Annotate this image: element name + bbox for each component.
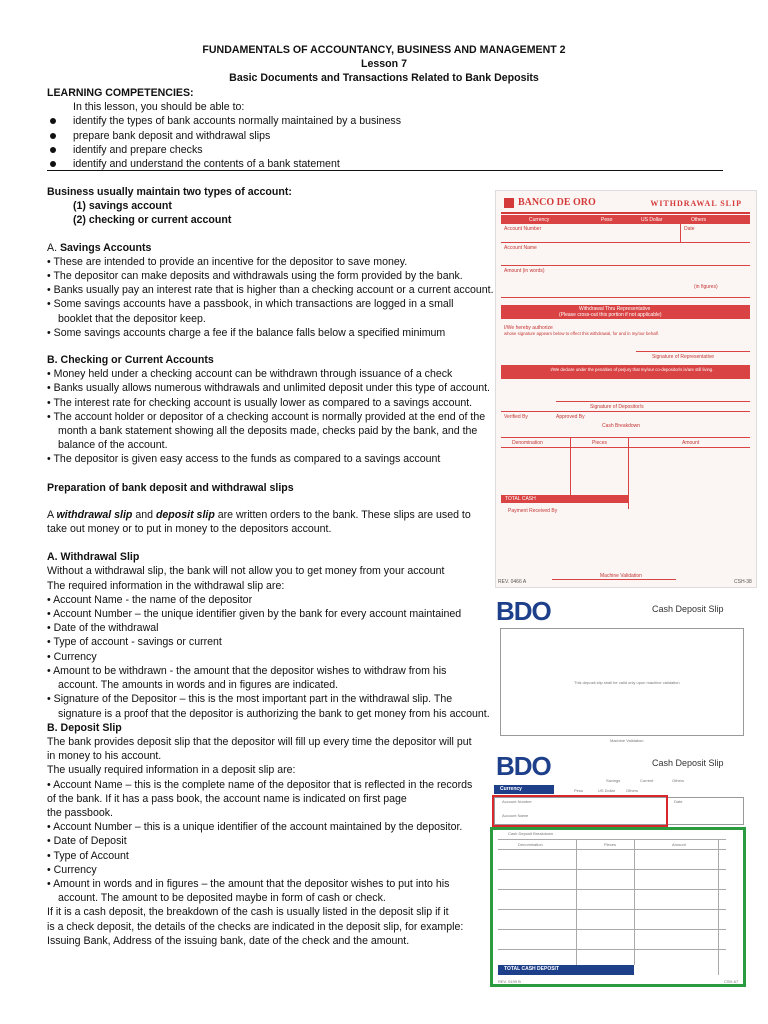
savings-bullet: • Banks usually pay an interest rate that is higher than a checking account or a current account. [47,284,494,297]
others2-option: Others [626,788,639,793]
checking-bullet: • The depositor is given easy access to the funds as compared to a savings account [47,453,441,466]
bdo-logo-icon [504,198,514,208]
withdrawal-line: signature is a proof that the depositor is authorizing the bank to get money from his account. [58,707,490,720]
withdrawal-line: • Account Number – the unique identifier given by the bank for every account maintained [47,608,462,621]
others-option: Others [672,778,685,783]
revision-code: REV. 0466 A [498,579,527,585]
date-label: Date [674,799,683,804]
savings-bullet-cont: booklet that the depositor keep. [58,312,206,325]
currency-label: Currency [500,786,522,792]
account-name-label: Account Name [502,813,529,818]
bank-name: BANCO DE ORO [518,197,596,208]
withdrawal-line: Without a withdrawal slip, the bank will not allow you to get money from your account [47,565,445,578]
authorize-text: whose signature appears below to effect this withdrawal, for and in my/our behalf. [504,331,659,336]
payment-received-label: Payment Received By [508,508,558,514]
preparation-heading: Preparation of bank deposit and withdrawal slips [47,481,294,494]
competency-item: identify and understand the contents of a bank statement [47,157,727,171]
checking-bullet: • Money held under a checking account can be withdrawn through issuance of a check [47,368,453,381]
verified-label: Verified By [504,414,528,420]
text-span: and [132,508,156,521]
withdrawal-line: • Date of the withdrawal [47,622,159,635]
preparation-paragraph [47,508,495,522]
denomination-header: Denomination [518,842,543,847]
currency-bar [501,215,750,224]
divider [501,297,750,298]
deposit-slip-image-top [492,592,757,742]
in-figures-label: (in figures) [694,284,718,290]
thru-rep-bar [501,305,750,319]
form-code: CSH-38 [734,579,752,585]
checking-bullet-cont: balance of the account. [58,439,168,452]
divider [501,265,750,266]
learning-competencies [47,86,727,171]
text-span: A [47,508,57,521]
bdo-logo: BDO [496,596,551,626]
approved-label: Approved By [556,414,585,420]
withdrawal-slip-term: withdrawal slip [56,508,133,521]
amount-words-label: Amount (in words) [504,268,545,274]
divider [680,224,681,242]
account-number-label: Account Number [504,226,542,232]
checking-bullet: • Banks usually allows numerous withdrawals and unlimited deposit under this type of account. [47,382,490,395]
deposit-line: • Amount in words and in figures – the amount that the depositor wishes to put into his [47,877,450,890]
amount-header: Amount [672,842,686,847]
withdrawal-line: The required information in the withdrawal slip are: [47,579,285,592]
competencies-title: LEARNING COMPETENCIES: [47,87,194,99]
withdrawal-line: • Currency [47,650,97,663]
checking-heading: B. Checking or Current Accounts [47,354,214,367]
current-option: Current [640,778,654,783]
authorize-label: I/We hereby authorize [504,325,553,331]
deposit-line: Issuing Bank, Address of the issuing bank, date of the check and the amount. [47,934,410,947]
others-option: Others [691,217,707,223]
deposit-slip-image-bottom [492,745,757,1015]
competencies-intro: In this lesson, you should be able to: [73,101,245,114]
pieces-header: Pieces [604,842,617,847]
deposit-slip-title: Cash Deposit Slip [652,758,724,768]
breakdown-highlight-box [490,827,746,987]
deposit-slip-term: deposit slip [155,508,215,521]
withdrawal-line: • Amount to be withdrawn - the amount that the depositor wishes to withdraw from his [47,664,447,677]
bdo-logo: BDO [496,751,551,781]
account-type-checking: (2) checking or current account [73,214,232,227]
savings-bullet: • Some savings accounts have a passbook, in which transactions are logged in a small [47,298,454,311]
account-type-savings: (1) savings account [73,200,172,213]
withdrawal-heading: A. Withdrawal Slip [47,551,140,564]
cash-breakdown-label: Cash Deposit Breakdown [508,831,554,836]
signature-line [636,351,750,352]
pieces-header: Pieces [592,440,608,446]
validation-note: This deposit slip shall be valid only upon machine validation [574,680,680,685]
savings-bullet: • The depositor can make deposits and withdrawals using the form provided by the bank. [47,270,463,283]
declaration-bar [501,365,750,379]
deposit-line: account. The amount to be deposited maybe in form of cash or check. [58,892,386,905]
divider [501,437,750,438]
competency-item: identify and prepare checks [47,143,727,157]
revision-code: REV. 0199 B [498,979,521,984]
deposit-line: If it is a cash deposit, the breakdown of the cash is usually listed in the deposit slip if it [47,906,449,919]
course-title: FUNDAMENTALS OF ACCOUNTANCY, BUSINESS AND MANAGEMENT 2 [202,44,566,56]
deposit-line: • Date of Deposit [47,835,127,848]
account-number-label: Account Number [502,799,532,804]
savings-heading-prefix: A. [47,241,60,254]
declaration-text: I/We declare under the penalties of perjury that my/our co-depositor/s is/are still living. [550,367,714,372]
peso-option: Peso [574,788,584,793]
deposit-line: • Account Name – this is the complete name of the depositor that is reflected in the records [47,778,473,791]
preparation-paragraph-cont: take out money or to put in money to the depositors account. [47,523,332,536]
thru-rep-label: Withdrawal Thru Representative [579,306,651,312]
withdrawal-slip-title: WITHDRAWAL SLIP [650,199,742,208]
deposit-line: of the bank. If it has a pass book, the account name is indicated on first page [47,792,407,805]
form-code: CSH-67 [724,979,739,984]
total-cash-label: TOTAL CASH [505,496,536,502]
withdrawal-line: • Signature of the Depositor – this is the most important part in the withdrawal slip. The [47,693,453,706]
deposit-line: • Type of Account [47,849,129,862]
checking-bullet: • The account holder or depositor of a checking account is normally provided at the end of the [47,410,486,423]
savings-bullet: • These are intended to provide an incentive for the depositor to save money. [47,255,408,268]
savings-heading [47,241,495,255]
text-span: are written orders to the bank. These slips are used to [214,508,471,521]
account-name-label: Account Name [504,245,537,251]
divider [501,447,750,448]
withdrawal-slip-header [501,196,750,214]
deposit-line: The usually required information in a deposit slip are: [47,764,296,777]
withdrawal-slip-image [495,190,757,588]
sig-dep-label: Signature of Depositor/s [590,404,644,410]
lesson-title: Basic Documents and Transactions Related to Bank Deposits [229,72,539,84]
usd-option: US Dollar [598,788,616,793]
thru-rep-note: (Please cross-out this portion if not applicable) [559,312,662,318]
usd-option: US Dollar [641,217,663,223]
competency-item: identify the types of bank accounts normally maintained by a business [47,114,727,128]
withdrawal-line: • Account Name - the name of the depositor [47,593,253,606]
withdrawal-line: account. The amounts in words and in figures are indicated. [58,679,339,692]
machine-validation-label: Machine Validation [600,573,642,579]
deposit-line: • Currency [47,863,97,876]
divider [552,579,676,580]
lesson-number: Lesson 7 [361,58,407,70]
deposit-heading: B. Deposit Slip [47,721,122,734]
total-cash-bar [501,495,628,503]
competencies-list [47,114,727,171]
checking-bullet: • The interest rate for checking account is usually lower as compared to a savings account. [47,396,473,409]
account-highlight-box [492,795,668,827]
total-deposit-label: TOTAL CASH DEPOSIT [504,966,560,972]
deposit-line: is a check deposit, the details of the checks are indicated in the deposit slip, for example: [47,920,464,933]
savings-option: Savings [606,778,621,783]
amount-header: Amount [682,440,700,446]
accounts-intro: Business usually maintain two types of account: [47,186,292,198]
savings-heading-text: Savings Accounts [59,241,152,254]
withdrawal-line: • Type of account - savings or current [47,636,222,649]
divider [501,411,750,412]
signature-line [556,401,750,402]
column-line [570,437,571,495]
savings-bullet: • Some savings accounts charge a fee if the balance falls below a specified minimum [47,326,446,339]
lesson-body [47,185,495,948]
date-label: Date [684,226,695,232]
denomination-header: Denomination [512,440,543,446]
currency-bar [494,785,554,794]
section-divider [47,170,723,171]
machine-validation-label: Machine Validation [610,738,644,743]
divider [501,242,750,243]
deposit-line: in money to his account. [47,750,162,763]
deposit-slip-title: Cash Deposit Slip [652,604,724,614]
sig-rep-label: Signature of Representative [652,354,714,360]
checking-bullet-cont: month a bank statement showing all the deposits made, checks paid by the bank, and the [58,425,478,438]
currency-label: Currency [529,217,550,223]
cash-breakdown-label: Cash Breakdown [602,423,641,429]
deposit-line: the passbook. [47,806,113,819]
deposit-line: The bank provides deposit slip that the depositor will fill up every time the depositor will put [47,735,472,748]
lesson-header [0,43,768,85]
peso-option: Peso [601,217,613,223]
deposit-line: • Account Number – this is a unique identifier of the account maintained by the depositor. [47,821,463,834]
competency-item: prepare bank deposit and withdrawal slips [47,129,727,143]
